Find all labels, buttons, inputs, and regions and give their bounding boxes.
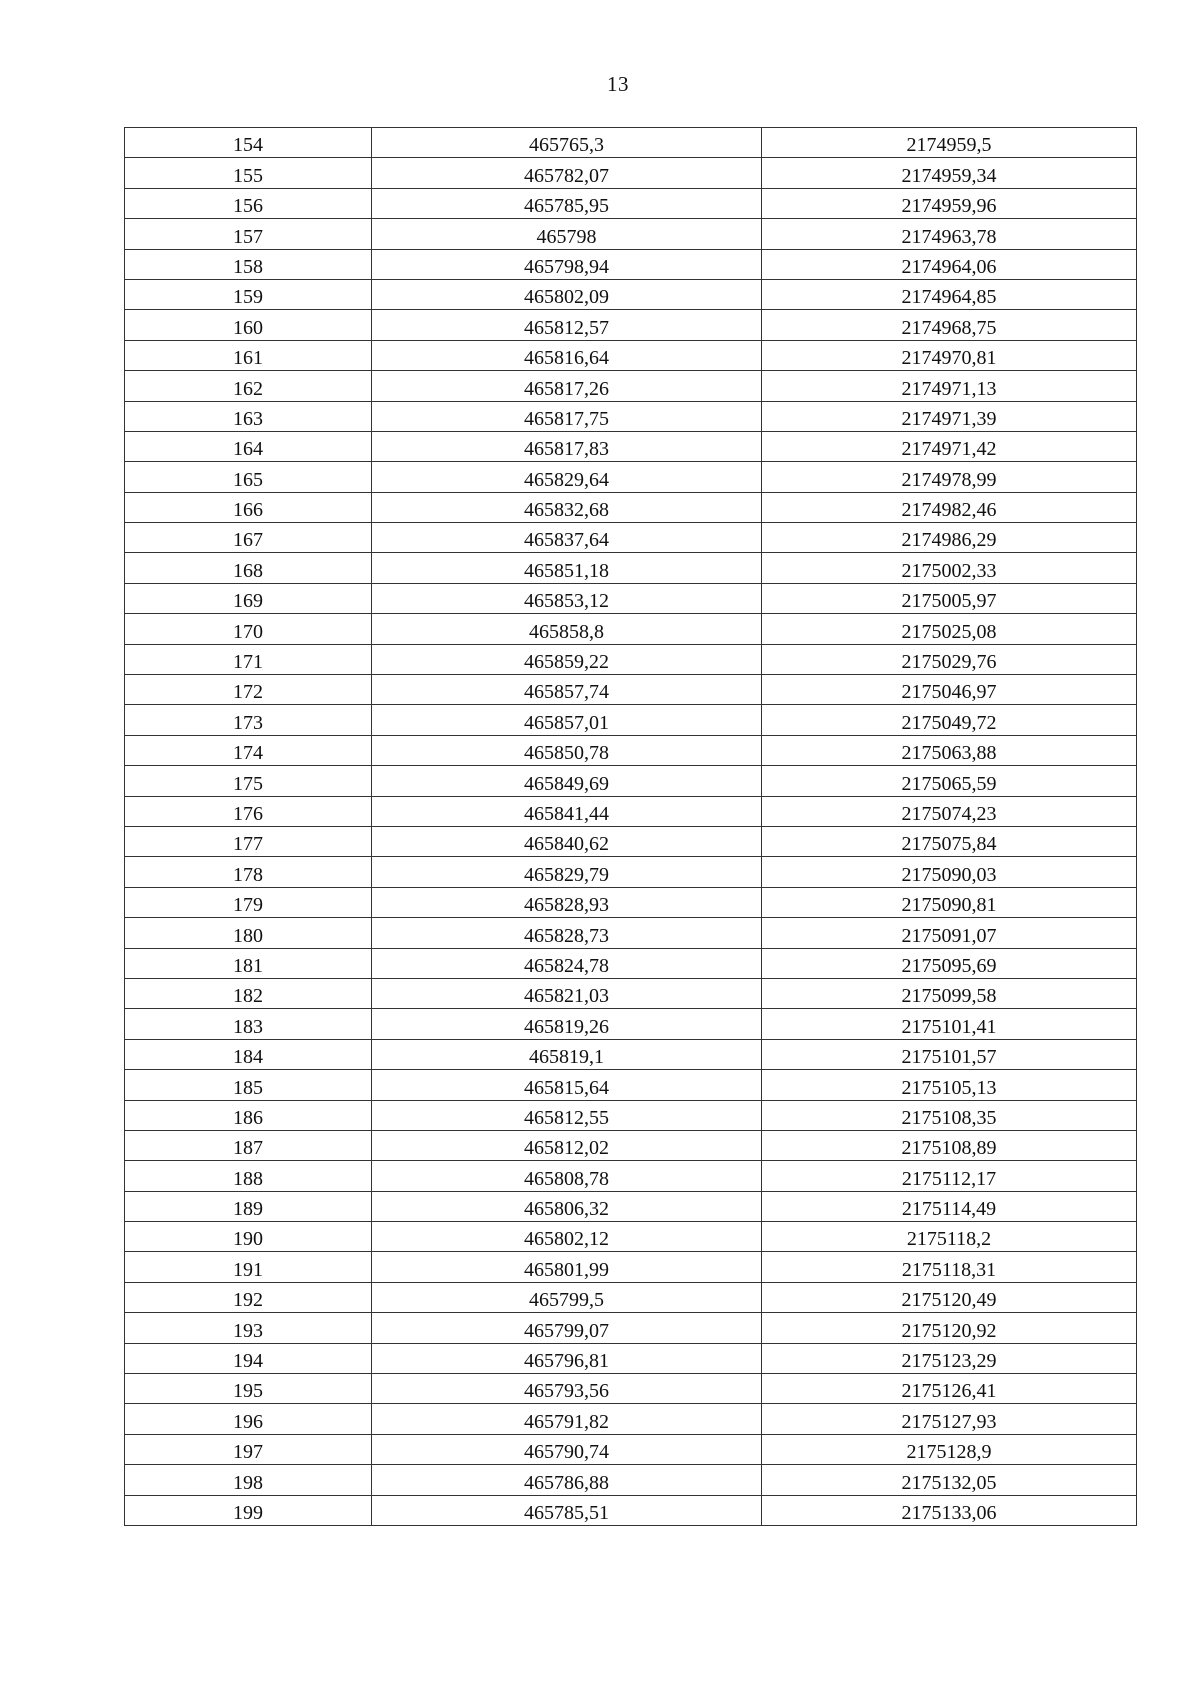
x-coordinate-cell: 465859,22: [372, 644, 762, 674]
y-coordinate-cell: 2174982,46: [762, 492, 1137, 522]
point-number-cell: 157: [125, 219, 372, 249]
table-row: [125, 826, 1137, 856]
point-number-cell: 196: [125, 1404, 372, 1434]
y-coordinate-cell: 2175128,9: [762, 1434, 1137, 1464]
table-row: [125, 766, 1137, 796]
table-row: [125, 1252, 1137, 1282]
y-coordinate-cell: 2174978,99: [762, 462, 1137, 492]
point-number-cell: 193: [125, 1313, 372, 1343]
point-number-cell: 168: [125, 553, 372, 583]
table-row: [125, 219, 1137, 249]
point-number-cell: 191: [125, 1252, 372, 1282]
table-row: [125, 1039, 1137, 1069]
point-number-cell: 195: [125, 1374, 372, 1404]
table-row: [125, 249, 1137, 279]
y-coordinate-cell: 2174959,5: [762, 128, 1137, 158]
point-number-cell: 177: [125, 826, 372, 856]
table-row: [125, 279, 1137, 309]
y-coordinate-cell: 2175123,29: [762, 1343, 1137, 1373]
x-coordinate-cell: 465828,93: [372, 887, 762, 917]
y-coordinate-cell: 2174971,42: [762, 431, 1137, 461]
point-number-cell: 181: [125, 948, 372, 978]
table-row: [125, 553, 1137, 583]
y-coordinate-cell: 2175099,58: [762, 978, 1137, 1008]
table-row: [125, 1161, 1137, 1191]
table-row: [125, 1282, 1137, 1312]
table-row: [125, 1404, 1137, 1434]
table-row: [125, 462, 1137, 492]
x-coordinate-cell: 465785,95: [372, 188, 762, 218]
x-coordinate-cell: 465817,75: [372, 401, 762, 431]
y-coordinate-cell: 2174959,34: [762, 158, 1137, 188]
x-coordinate-cell: 465857,74: [372, 675, 762, 705]
x-coordinate-cell: 465849,69: [372, 766, 762, 796]
table-row: [125, 492, 1137, 522]
point-number-cell: 170: [125, 614, 372, 644]
y-coordinate-cell: 2174971,13: [762, 371, 1137, 401]
page-number: 13: [607, 72, 629, 96]
point-number-cell: 155: [125, 158, 372, 188]
x-coordinate-cell: 465793,56: [372, 1374, 762, 1404]
x-coordinate-cell: 465840,62: [372, 826, 762, 856]
table-row: [125, 431, 1137, 461]
x-coordinate-cell: 465802,09: [372, 279, 762, 309]
table-row: [125, 735, 1137, 765]
x-coordinate-cell: 465851,18: [372, 553, 762, 583]
y-coordinate-cell: 2175029,76: [762, 644, 1137, 674]
x-coordinate-cell: 465786,88: [372, 1465, 762, 1495]
y-coordinate-cell: 2175063,88: [762, 735, 1137, 765]
x-coordinate-cell: 465816,64: [372, 340, 762, 370]
point-number-cell: 190: [125, 1222, 372, 1252]
y-coordinate-cell: 2175005,97: [762, 583, 1137, 613]
y-coordinate-cell: 2175132,05: [762, 1465, 1137, 1495]
x-coordinate-cell: 465828,73: [372, 918, 762, 948]
point-number-cell: 184: [125, 1039, 372, 1069]
table-row: [125, 948, 1137, 978]
x-coordinate-cell: 465798: [372, 219, 762, 249]
table-row: [125, 401, 1137, 431]
table-row: [125, 158, 1137, 188]
x-coordinate-cell: 465829,64: [372, 462, 762, 492]
y-coordinate-cell: 2175118,31: [762, 1252, 1137, 1282]
table-row: [125, 918, 1137, 948]
x-coordinate-cell: 465799,07: [372, 1313, 762, 1343]
y-coordinate-cell: 2174959,96: [762, 188, 1137, 218]
y-coordinate-cell: 2175120,49: [762, 1282, 1137, 1312]
table-row: [125, 188, 1137, 218]
table-row: [125, 1191, 1137, 1221]
point-number-cell: 198: [125, 1465, 372, 1495]
table-row: [125, 887, 1137, 917]
point-number-cell: 187: [125, 1130, 372, 1160]
point-number-cell: 178: [125, 857, 372, 887]
coordinates-table: [124, 127, 1137, 1526]
point-number-cell: 185: [125, 1070, 372, 1100]
point-number-cell: 182: [125, 978, 372, 1008]
x-coordinate-cell: 465819,26: [372, 1009, 762, 1039]
point-number-cell: 183: [125, 1009, 372, 1039]
point-number-cell: 199: [125, 1495, 372, 1525]
table-row: [125, 857, 1137, 887]
table-row: [125, 796, 1137, 826]
x-coordinate-cell: 465850,78: [372, 735, 762, 765]
x-coordinate-cell: 465802,12: [372, 1222, 762, 1252]
y-coordinate-cell: 2175095,69: [762, 948, 1137, 978]
y-coordinate-cell: 2174968,75: [762, 310, 1137, 340]
point-number-cell: 166: [125, 492, 372, 522]
x-coordinate-cell: 465782,07: [372, 158, 762, 188]
y-coordinate-cell: 2174963,78: [762, 219, 1137, 249]
point-number-cell: 156: [125, 188, 372, 218]
y-coordinate-cell: 2175025,08: [762, 614, 1137, 644]
table-row: [125, 310, 1137, 340]
point-number-cell: 167: [125, 523, 372, 553]
point-number-cell: 188: [125, 1161, 372, 1191]
table-row: [125, 644, 1137, 674]
y-coordinate-cell: 2174971,39: [762, 401, 1137, 431]
table-row: [125, 1100, 1137, 1130]
y-coordinate-cell: 2174970,81: [762, 340, 1137, 370]
table-row: [125, 614, 1137, 644]
point-number-cell: 192: [125, 1282, 372, 1312]
point-number-cell: 161: [125, 340, 372, 370]
x-coordinate-cell: 465817,26: [372, 371, 762, 401]
table-row: [125, 371, 1137, 401]
x-coordinate-cell: 465817,83: [372, 431, 762, 461]
point-number-cell: 189: [125, 1191, 372, 1221]
x-coordinate-cell: 465806,32: [372, 1191, 762, 1221]
y-coordinate-cell: 2175065,59: [762, 766, 1137, 796]
point-number-cell: 172: [125, 675, 372, 705]
y-coordinate-cell: 2175101,41: [762, 1009, 1137, 1039]
point-number-cell: 160: [125, 310, 372, 340]
point-number-cell: 169: [125, 583, 372, 613]
point-number-cell: 194: [125, 1343, 372, 1373]
x-coordinate-cell: 465796,81: [372, 1343, 762, 1373]
y-coordinate-cell: 2175002,33: [762, 553, 1137, 583]
x-coordinate-cell: 465824,78: [372, 948, 762, 978]
x-coordinate-cell: 465858,8: [372, 614, 762, 644]
y-coordinate-cell: 2175091,07: [762, 918, 1137, 948]
table-row: [125, 1009, 1137, 1039]
table-row: [125, 675, 1137, 705]
table-row: [125, 1222, 1137, 1252]
point-number-cell: 197: [125, 1434, 372, 1464]
y-coordinate-cell: 2175090,81: [762, 887, 1137, 917]
table-row: [125, 1343, 1137, 1373]
point-number-cell: 163: [125, 401, 372, 431]
point-number-cell: 162: [125, 371, 372, 401]
y-coordinate-cell: 2175114,49: [762, 1191, 1137, 1221]
table-row: [125, 583, 1137, 613]
point-number-cell: 175: [125, 766, 372, 796]
table-row: [125, 523, 1137, 553]
y-coordinate-cell: 2174986,29: [762, 523, 1137, 553]
table-row: [125, 1465, 1137, 1495]
x-coordinate-cell: 465812,02: [372, 1130, 762, 1160]
table-row: [125, 705, 1137, 735]
coordinates-table-container: [124, 127, 1136, 1526]
point-number-cell: 179: [125, 887, 372, 917]
y-coordinate-cell: 2175049,72: [762, 705, 1137, 735]
table-row: [125, 1070, 1137, 1100]
table-row: [125, 1374, 1137, 1404]
point-number-cell: 158: [125, 249, 372, 279]
x-coordinate-cell: 465765,3: [372, 128, 762, 158]
point-number-cell: 180: [125, 918, 372, 948]
x-coordinate-cell: 465815,64: [372, 1070, 762, 1100]
y-coordinate-cell: 2175133,06: [762, 1495, 1137, 1525]
point-number-cell: 176: [125, 796, 372, 826]
x-coordinate-cell: 465853,12: [372, 583, 762, 613]
table-row: [125, 128, 1137, 158]
x-coordinate-cell: 465808,78: [372, 1161, 762, 1191]
x-coordinate-cell: 465821,03: [372, 978, 762, 1008]
table-row: [125, 1495, 1137, 1525]
x-coordinate-cell: 465829,79: [372, 857, 762, 887]
table-row: [125, 340, 1137, 370]
point-number-cell: 154: [125, 128, 372, 158]
y-coordinate-cell: 2175120,92: [762, 1313, 1137, 1343]
y-coordinate-cell: 2175112,17: [762, 1161, 1137, 1191]
y-coordinate-cell: 2175127,93: [762, 1404, 1137, 1434]
point-number-cell: 165: [125, 462, 372, 492]
x-coordinate-cell: 465785,51: [372, 1495, 762, 1525]
table-row: [125, 1313, 1137, 1343]
x-coordinate-cell: 465791,82: [372, 1404, 762, 1434]
x-coordinate-cell: 465799,5: [372, 1282, 762, 1312]
y-coordinate-cell: 2174964,85: [762, 279, 1137, 309]
x-coordinate-cell: 465832,68: [372, 492, 762, 522]
y-coordinate-cell: 2175126,41: [762, 1374, 1137, 1404]
x-coordinate-cell: 465812,55: [372, 1100, 762, 1130]
y-coordinate-cell: 2175108,89: [762, 1130, 1137, 1160]
y-coordinate-cell: 2175074,23: [762, 796, 1137, 826]
point-number-cell: 186: [125, 1100, 372, 1130]
point-number-cell: 174: [125, 735, 372, 765]
x-coordinate-cell: 465837,64: [372, 523, 762, 553]
x-coordinate-cell: 465857,01: [372, 705, 762, 735]
table-row: [125, 1434, 1137, 1464]
y-coordinate-cell: 2175075,84: [762, 826, 1137, 856]
y-coordinate-cell: 2174964,06: [762, 249, 1137, 279]
y-coordinate-cell: 2175046,97: [762, 675, 1137, 705]
y-coordinate-cell: 2175118,2: [762, 1222, 1137, 1252]
x-coordinate-cell: 465790,74: [372, 1434, 762, 1464]
point-number-cell: 173: [125, 705, 372, 735]
y-coordinate-cell: 2175108,35: [762, 1100, 1137, 1130]
point-number-cell: 164: [125, 431, 372, 461]
x-coordinate-cell: 465819,1: [372, 1039, 762, 1069]
y-coordinate-cell: 2175105,13: [762, 1070, 1137, 1100]
y-coordinate-cell: 2175090,03: [762, 857, 1137, 887]
x-coordinate-cell: 465801,99: [372, 1252, 762, 1282]
x-coordinate-cell: 465798,94: [372, 249, 762, 279]
table-row: [125, 978, 1137, 1008]
y-coordinate-cell: 2175101,57: [762, 1039, 1137, 1069]
point-number-cell: 171: [125, 644, 372, 674]
x-coordinate-cell: 465812,57: [372, 310, 762, 340]
x-coordinate-cell: 465841,44: [372, 796, 762, 826]
table-row: [125, 1130, 1137, 1160]
coordinates-table-body: [125, 128, 1137, 1526]
point-number-cell: 159: [125, 279, 372, 309]
